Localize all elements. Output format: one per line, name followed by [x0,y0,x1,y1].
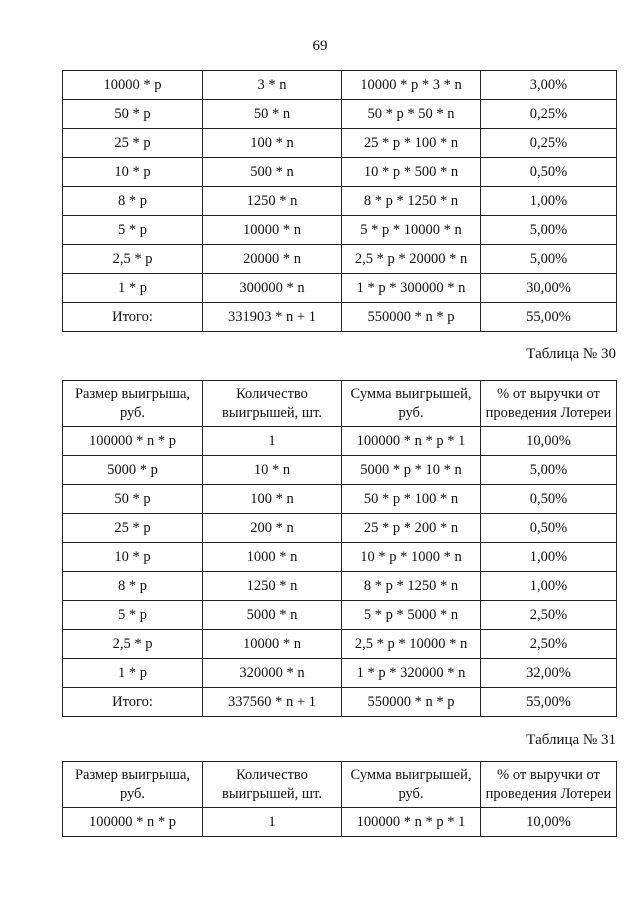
revenue-percent-cell: 2,50% [481,630,617,659]
revenue-percent-cell: 0,25% [481,100,617,129]
prize-size-cell: Итого: [63,688,203,717]
revenue-percent-cell: 10,00% [481,808,617,837]
prize-count-cell: 331903 * n + 1 [203,303,342,332]
table-row [63,427,617,456]
prize-sum-cell: 2,5 * p * 20000 * n [342,245,481,274]
table-row [63,688,617,717]
prize-sum-cell: 50 * p * 50 * n [342,100,481,129]
prize-size-cell: 10000 * p [63,71,203,100]
revenue-percent-cell: 0,50% [481,158,617,187]
prize-sum-cell: 5 * p * 10000 * n [342,216,481,245]
table-row [63,485,617,514]
prize-table-30 [62,380,617,717]
prize-size-cell: 5 * p [63,601,203,630]
revenue-percent-cell: 32,00% [481,659,617,688]
prize-sum-cell: 1 * p * 320000 * n [342,659,481,688]
revenue-percent-cell: 1,00% [481,543,617,572]
table-row [63,158,617,187]
table-row [63,659,617,688]
table-row [63,187,617,216]
table-30-caption: Таблица № 30 [526,346,616,362]
table-row [63,129,617,158]
table-row [63,245,617,274]
prize-count-cell: 200 * n [203,514,342,543]
revenue-percent-cell: 55,00% [481,688,617,717]
revenue-percent-cell: 0,50% [481,514,617,543]
prize-sum-cell: 50 * p * 100 * n [342,485,481,514]
table-row [63,274,617,303]
column-header: Сумма выигрышей, руб. [342,762,481,808]
prize-size-cell: 2,5 * p [63,630,203,659]
revenue-percent-cell: 1,00% [481,572,617,601]
table-row [63,100,617,129]
prize-count-cell: 1 [203,808,342,837]
table-row [63,543,617,572]
prize-sum-cell: 1 * p * 300000 * n [342,274,481,303]
prize-sum-cell: 550000 * n * p [342,303,481,332]
table-row [63,303,617,332]
prize-count-cell: 1250 * n [203,187,342,216]
prize-sum-cell: 100000 * n * p * 1 [342,427,481,456]
prize-count-cell: 300000 * n [203,274,342,303]
prize-size-cell: 8 * p [63,572,203,601]
prize-sum-cell: 100000 * n * p * 1 [342,808,481,837]
column-header: Размер выигрыша, руб. [63,381,203,427]
page-number: 69 [312,38,328,54]
revenue-percent-cell: 5,00% [481,216,617,245]
prize-table-continued [62,70,617,332]
revenue-percent-cell: 5,00% [481,245,617,274]
revenue-percent-cell: 0,25% [481,129,617,158]
table-row [63,601,617,630]
prize-size-cell: 1 * p [63,274,203,303]
prize-size-cell: 10 * p [63,543,203,572]
prize-count-cell: 1000 * n [203,543,342,572]
prize-count-cell: 10000 * n [203,216,342,245]
prize-count-cell: 100 * n [203,485,342,514]
table-31-caption: Таблица № 31 [526,732,616,748]
table-header-row [63,381,617,427]
prize-size-cell: 100000 * n * p [63,427,203,456]
prize-sum-cell: 550000 * n * p [342,688,481,717]
prize-count-cell: 50 * n [203,100,342,129]
prize-sum-cell: 5 * p * 5000 * n [342,601,481,630]
prize-size-cell: 5000 * p [63,456,203,485]
column-header: Количество выигрышей, шт. [203,381,342,427]
column-header: Сумма выигрышей, руб. [342,381,481,427]
prize-size-cell: 8 * p [63,187,203,216]
table-row [63,514,617,543]
table-header-row [63,762,617,808]
prize-count-cell: 10000 * n [203,630,342,659]
prize-size-cell: 2,5 * p [63,245,203,274]
prize-count-cell: 20000 * n [203,245,342,274]
prize-sum-cell: 10000 * p * 3 * n [342,71,481,100]
prize-count-cell: 320000 * n [203,659,342,688]
prize-count-cell: 10 * n [203,456,342,485]
revenue-percent-cell: 5,00% [481,456,617,485]
prize-table-31 [62,761,617,837]
prize-count-cell: 500 * n [203,158,342,187]
prize-sum-cell: 10 * p * 1000 * n [342,543,481,572]
revenue-percent-cell: 3,00% [481,71,617,100]
prize-count-cell: 337560 * n + 1 [203,688,342,717]
prize-size-cell: Итого: [63,303,203,332]
column-header: % от выручки от проведения Лотереи [481,381,617,427]
prize-count-cell: 1 [203,427,342,456]
column-header: Размер выигрыша, руб. [63,762,203,808]
table-row [63,808,617,837]
prize-sum-cell: 2,5 * p * 10000 * n [342,630,481,659]
prize-size-cell: 5 * p [63,216,203,245]
revenue-percent-cell: 10,00% [481,427,617,456]
table-row [63,71,617,100]
revenue-percent-cell: 0,50% [481,485,617,514]
prize-size-cell: 1 * p [63,659,203,688]
prize-size-cell: 50 * p [63,485,203,514]
table-row [63,630,617,659]
prize-size-cell: 10 * p [63,158,203,187]
prize-size-cell: 25 * p [63,514,203,543]
table-row [63,572,617,601]
prize-count-cell: 3 * n [203,71,342,100]
revenue-percent-cell: 2,50% [481,601,617,630]
prize-count-cell: 5000 * n [203,601,342,630]
prize-count-cell: 100 * n [203,129,342,158]
table-row [63,456,617,485]
revenue-percent-cell: 1,00% [481,187,617,216]
prize-size-cell: 100000 * n * p [63,808,203,837]
prize-sum-cell: 8 * p * 1250 * n [342,572,481,601]
prize-sum-cell: 25 * p * 200 * n [342,514,481,543]
column-header: % от выручки от проведения Лотереи [481,762,617,808]
table-row [63,216,617,245]
prize-size-cell: 25 * p [63,129,203,158]
prize-sum-cell: 10 * p * 500 * n [342,158,481,187]
prize-sum-cell: 25 * p * 100 * n [342,129,481,158]
revenue-percent-cell: 55,00% [481,303,617,332]
prize-sum-cell: 5000 * p * 10 * n [342,456,481,485]
revenue-percent-cell: 30,00% [481,274,617,303]
column-header: Количество выигрышей, шт. [203,762,342,808]
prize-count-cell: 1250 * n [203,572,342,601]
prize-sum-cell: 8 * p * 1250 * n [342,187,481,216]
prize-size-cell: 50 * p [63,100,203,129]
